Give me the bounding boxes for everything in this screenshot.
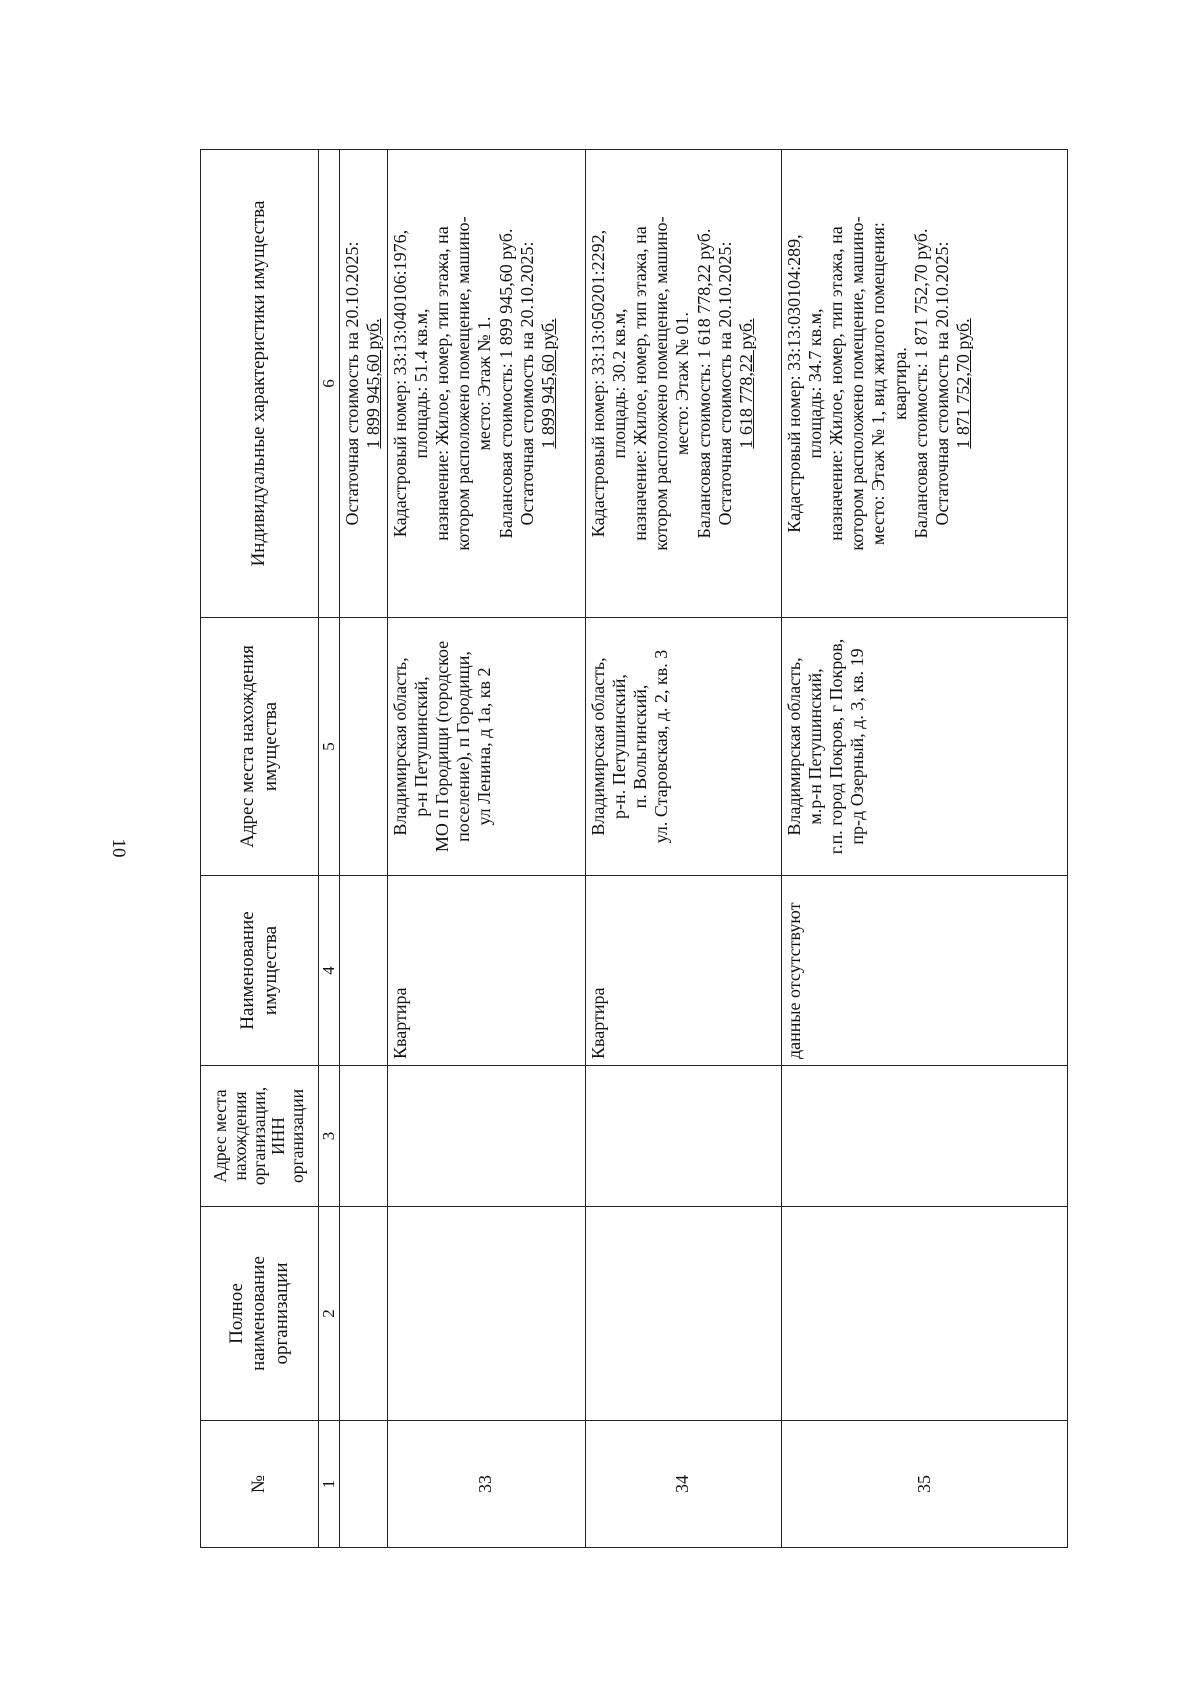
header-property-address: Адрес места нахождения имущества <box>201 618 319 876</box>
continuation-characteristics: Остаточная стоимость на 20.10.2025: 1 899 945,60 руб. <box>340 150 387 618</box>
header-characteristics: Индивидуальные характеристики имущества <box>201 150 319 618</box>
rotated-table-wrapper <box>200 150 1068 1548</box>
property-table <box>200 149 1068 1548</box>
org-name-cell <box>387 1207 585 1421</box>
column-number: 3 <box>319 1066 340 1207</box>
header-row <box>201 150 319 1548</box>
table-row <box>585 150 781 1548</box>
property-name-cell: Квартира <box>387 876 585 1066</box>
table-row <box>781 150 1067 1548</box>
property-address-cell: Владимирская область, р-н Петушинский, МО п Городищи (городское поселение), п Городищи, ул Ленина, д 1а, кв 2 <box>387 618 585 876</box>
characteristics-cell: Кадастровый номер: 33:13:030104:289, площадь: 34.7 кв.м, назначение: Жилое, номер, тип этажа, на котором расположено помещение, машино- место: Этаж № 1, вид жилого помещения: квартира. Балансовая стоимость: 1 871 752,70 руб. Остаточная стоимость на 20.10.2025: 1 871 752,70 руб. <box>781 150 1067 618</box>
property-name-cell: Квартира <box>585 876 781 1066</box>
header-no: № <box>201 1421 319 1548</box>
header-org-address: Адрес места нахождения организации, ИНН организации <box>201 1066 319 1207</box>
property-name-cell: данные отсутствуют <box>781 876 1067 1066</box>
org-address-cell <box>387 1066 585 1207</box>
column-number: 1 <box>319 1421 340 1548</box>
column-number: 6 <box>319 150 340 618</box>
characteristics-cell: Кадастровый номер: 33:13:050201:2292, площадь: 30.2 кв.м, назначение: Жилое, номер, тип этажа, на котором расположено помещение, машино- место: Этаж № 01. Балансовая стоимость: 1 618 778,22 руб. Остаточная стоимость на 20.10.2025: 1 618 778,22 руб. <box>585 150 781 618</box>
org-name-cell <box>585 1207 781 1421</box>
org-name-cell <box>781 1207 1067 1421</box>
header-property-name: Наименование имущества <box>201 876 319 1066</box>
org-address-cell <box>585 1066 781 1207</box>
row-number: 35 <box>781 1421 1067 1548</box>
table-row <box>387 150 585 1548</box>
property-address-cell: Владимирская область, р-н. Петушинский, п. Вольгинский, ул. Старовская, д. 2, кв. 3 <box>585 618 781 876</box>
row-number: 33 <box>387 1421 585 1548</box>
row-number: 34 <box>585 1421 781 1548</box>
header-org-name: Полное наименование организации <box>201 1207 319 1421</box>
column-number: 5 <box>319 618 340 876</box>
characteristics-cell: Кадастровый номер: 33:13:040106:1976, площадь: 51.4 кв.м, назначение: Жилое, номер, тип этажа, на котором расположено помещение, машино- место: Этаж № 1. Балансовая стоимость: 1 899 945,60 руб. Остаточная стоимость на 20.10.2025: 1 899 945,60 руб. <box>387 150 585 618</box>
column-number-row <box>319 150 340 1548</box>
page-number: 10 <box>108 838 129 858</box>
property-address-cell: Владимирская область, м.р-н Петушинский, г.п. город Покров, г Покров, пр-д Озерный, д. 3, кв. 19 <box>781 618 1067 876</box>
column-number: 4 <box>319 876 340 1066</box>
column-number: 2 <box>319 1207 340 1421</box>
org-address-cell <box>781 1066 1067 1207</box>
continuation-row <box>340 150 387 1548</box>
